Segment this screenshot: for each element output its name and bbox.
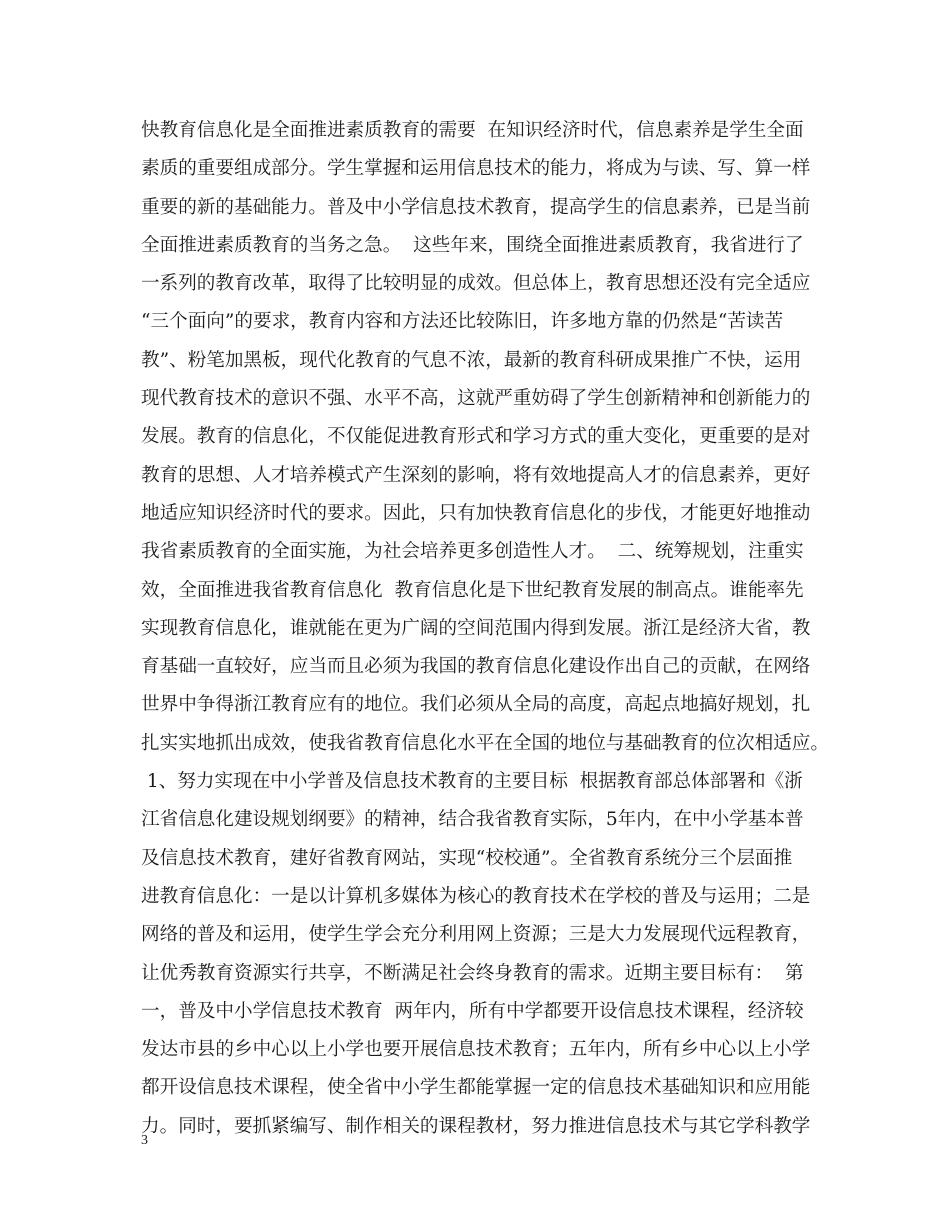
text-line: 进教育信息化：一是以计算机多媒体为核心的教育技术在学校的普及与运用；二是 (141, 885, 811, 907)
text-line: 一系列的教育改革，取得了比较明显的成效。但总体上，教育思想还没有完全适应 (141, 273, 811, 295)
body-text (141, 112, 831, 1146)
text-line: 教育的思想、人才培养模式产生深刻的影响，将有效地提高人才的信息素养，更好 (141, 464, 811, 486)
text-line: 我省素质教育的全面实施，为社会培养更多创造性人才。 二、统筹规划，注重实 (141, 541, 804, 563)
text-line: 实现教育信息化，谁就能在更为广阔的空间范围内得到发展。浙江是经济大省，教 (141, 617, 811, 639)
text-line: 全面推进素质教育的当务之急。 这些年来，围绕全面推进素质教育，我省进行了 (141, 234, 804, 256)
text-line: “三个面向”的要求，教育内容和方法还比较陈旧，许多地方靠的仍然是“苦读苦 (141, 311, 784, 333)
text-line: 1、努力实现在中小学普及信息技术教育的主要目标 根据教育部总体部署和《浙 (141, 771, 803, 793)
text-line: 快教育信息化是全面推进素质教育的需要 在知识经济时代，信息素养是学生全面 (141, 120, 804, 141)
text-line: 重要的新的基础能力。普及中小学信息技术教育，提高学生的信息素养，已是当前 (141, 196, 811, 218)
text-line: 现代教育技术的意识不强、水平不高，这就严重妨碍了学生创新精神和创新能力的 (141, 388, 811, 410)
text-line: 地适应知识经济时代的要求。因此，只有加快教育信息化的步伐，才能更好地推动 (141, 502, 811, 524)
text-line: 都开设信息技术课程，使全省中小学生都能掌握一定的信息技术基础知识和应用能 (141, 1077, 811, 1099)
text-line: 让优秀教育资源实行共享，不断满足社会终身教育的需求。近期主要目标有： 第 (141, 962, 804, 984)
text-line: 效，全面推进我省教育信息化 教育信息化是下世纪教育发展的制高点。谁能率先 (141, 579, 804, 601)
text-line: 及信息技术教育，建好省教育网站，实现“校校通”。全省教育系统分三个层面推 (141, 847, 793, 869)
text-line: 一，普及中小学信息技术教育 两年内，所有中学都要开设信息技术课程，经济较 (141, 1000, 804, 1022)
text-line: 江省信息化建设规划纲要》的精神，结合我省教育实际，5年内，在中小学基本普 (141, 809, 804, 831)
text-line: 育基础一直较好，应当而且必须为我国的教育信息化建设作出自己的贡献，在网络 (141, 656, 811, 678)
text-line: 发达市县的乡中心以上小学也要开展信息技术教育；五年内，所有乡中心以上小学 (141, 1039, 811, 1061)
text-line: 世界中争得浙江教育应有的地位。我们必须从全局的高度，高起点地搞好规划，扎 (141, 694, 811, 716)
page-number: 3 (141, 1133, 148, 1148)
text-line: 力。同时，要抓紧编写、制作相关的课程教材，努力推进信息技术与其它学科教学 (141, 1115, 811, 1137)
text-line: 扎实实地抓出成效，使我省教育信息化水平在全国的地位与基础教育的位次相适应。 (141, 732, 829, 754)
text-line: 网络的普及和运用，使学生学会充分利用网上资源；三是大力发展现代远程教育， (141, 924, 811, 946)
text-line: 教”、粉笔加黑板，现代化教育的气息不浓，最新的教育科研成果推广不快，运用 (141, 349, 802, 371)
text-line: 发展。教育的信息化，不仅能促进教育形式和学习方式的重大变化，更重要的是对 (141, 426, 811, 448)
text-line: 素质的重要组成部分。学生掌握和运用信息技术的能力，将成为与读、写、算一样 (141, 158, 811, 180)
